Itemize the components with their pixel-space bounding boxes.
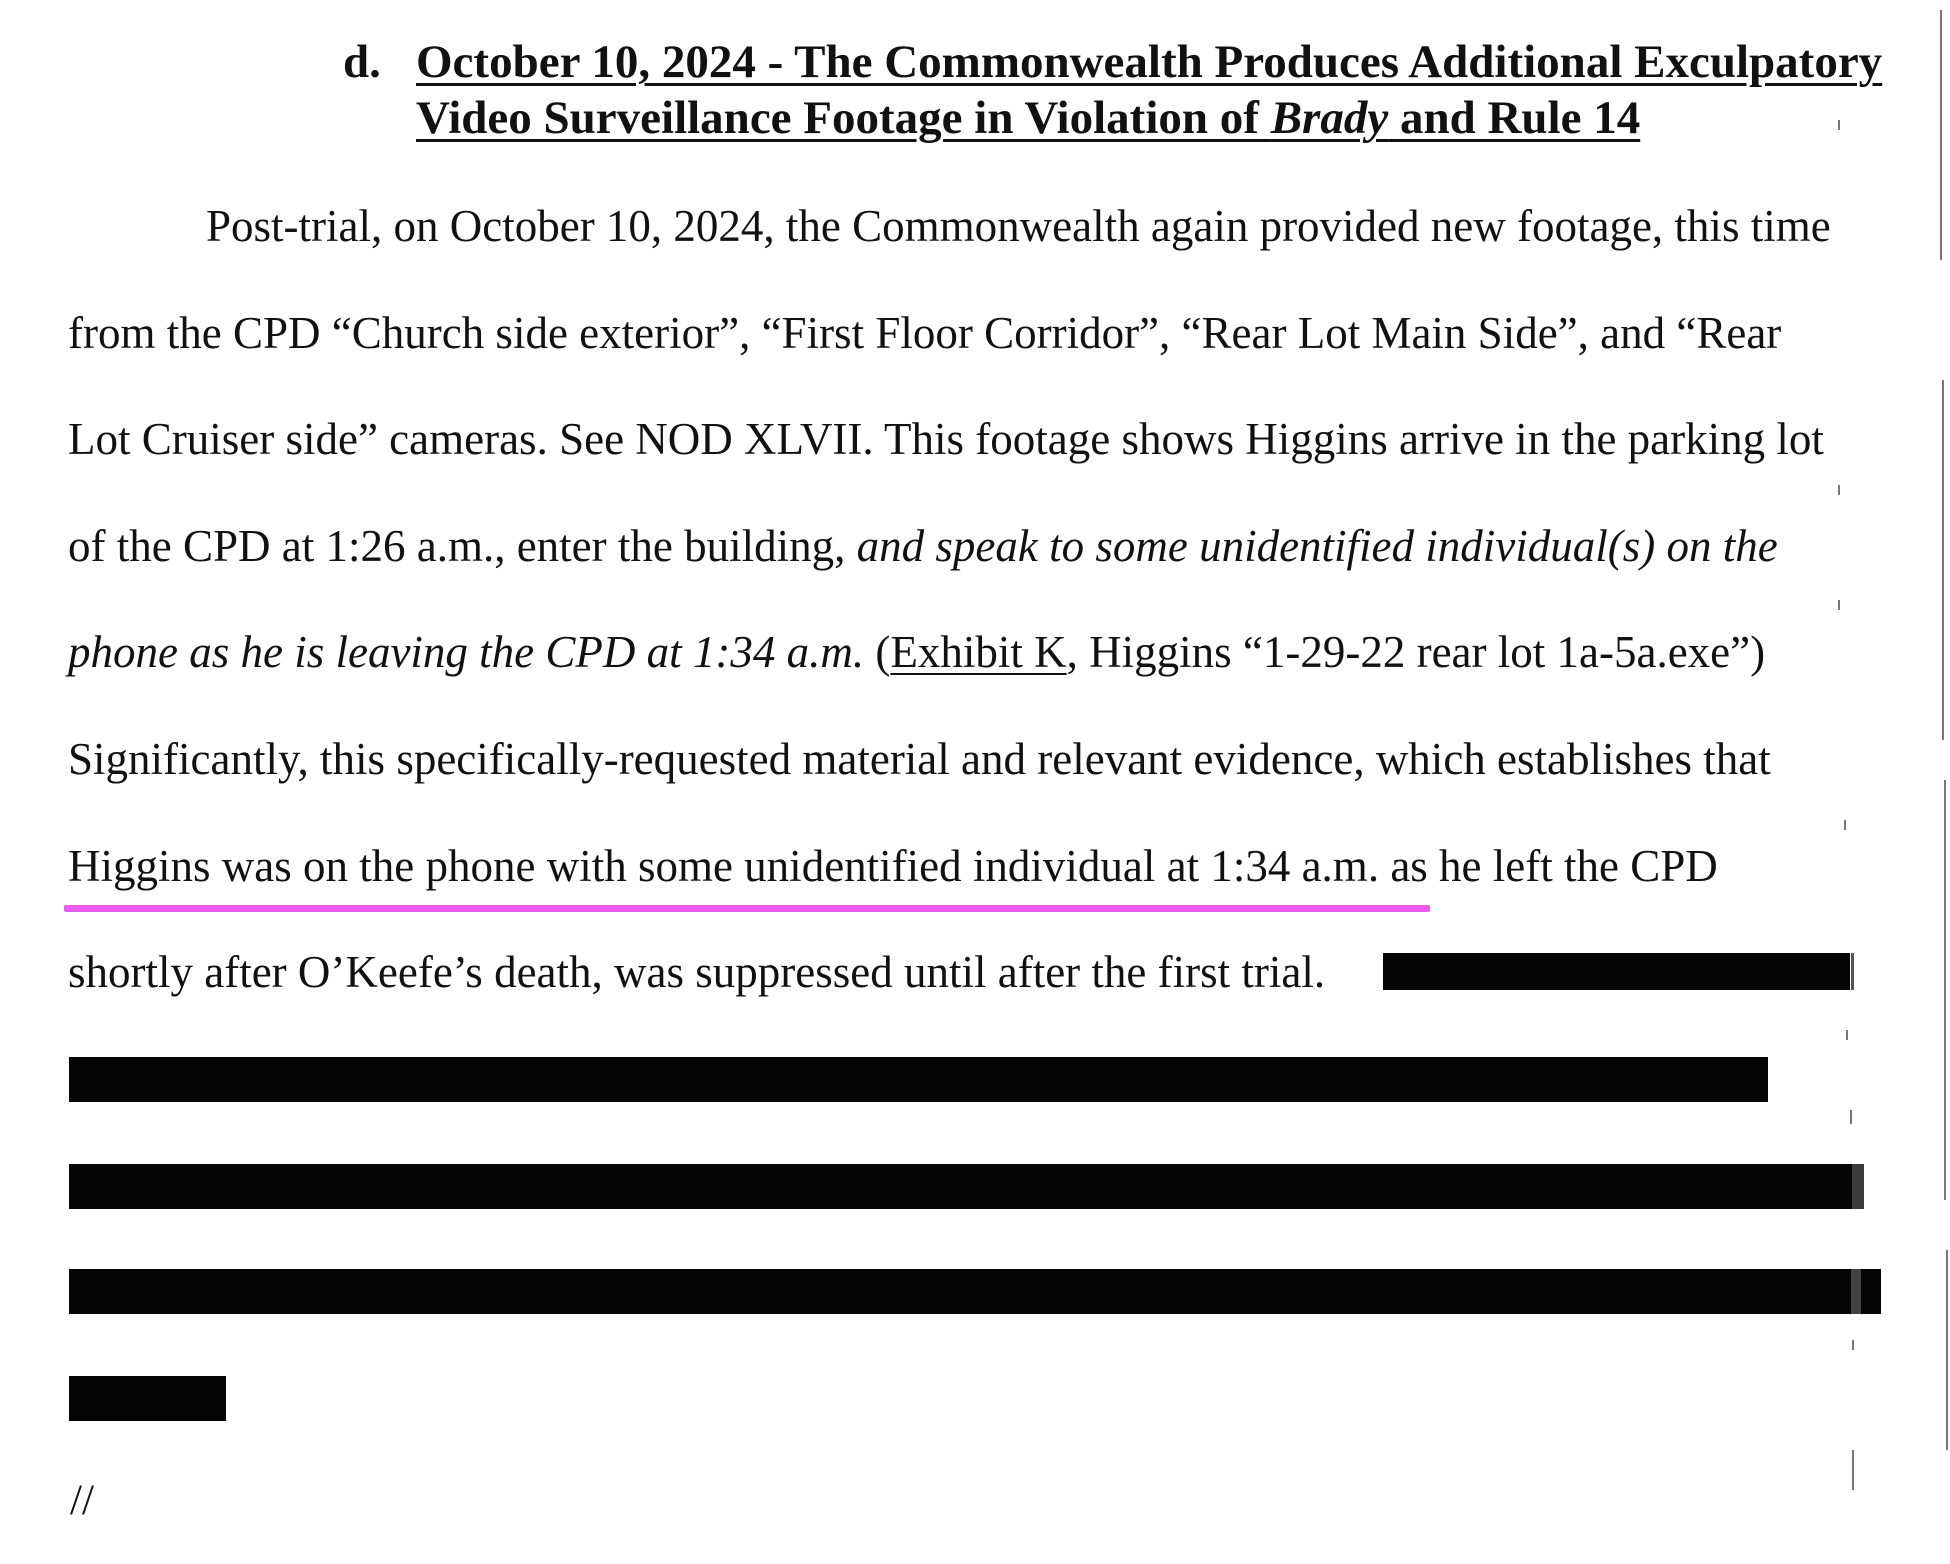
redaction-edge	[1851, 953, 1854, 990]
scan-speck	[1850, 1110, 1852, 1124]
redaction-bar	[69, 1376, 226, 1421]
scan-margin-line	[1942, 380, 1944, 740]
scan-speck	[1838, 485, 1840, 495]
paragraph-line-4-text: of the CPD at 1:26 a.m., enter the building,	[68, 521, 857, 571]
redaction-bar	[69, 1164, 1860, 1209]
scan-margin-line	[1946, 1250, 1948, 1450]
scan-speck	[1838, 120, 1840, 130]
section-title-line-2-end: and Rule 14	[1388, 92, 1641, 144]
scan-speck	[1844, 820, 1846, 830]
highlight-underline	[64, 905, 1430, 912]
scan-speck	[1838, 600, 1840, 610]
paragraph-line-8: shortly after O’Keefe’s death, was suppressed until after the first trial.	[68, 947, 1326, 997]
redaction-edge	[1852, 1164, 1864, 1209]
redaction-edge	[1851, 1269, 1861, 1314]
paragraph-line-3: Lot Cruiser side” cameras. See NOD XLVII. This footage shows Higgins arrive in the parking lot	[68, 414, 1824, 464]
paragraph-line-4-emphasis: and speak to some unidentified individual(s) on the	[856, 521, 1778, 571]
section-marker: d.	[343, 36, 381, 88]
paragraph-line-4	[68, 520, 1778, 572]
scan-margin-line	[1940, 10, 1942, 260]
redaction-bar	[69, 1269, 1881, 1314]
paragraph-line-7: Higgins was on the phone with some unidentified individual at 1:34 a.m. as he left the CPD	[68, 841, 1718, 891]
paragraph-line-5-text: , Higgins “1-29-22 rear lot 1a-5a.exe”)	[1066, 627, 1766, 677]
footer-mark: //	[70, 1477, 94, 1524]
scan-margin-line	[1944, 780, 1946, 1200]
paragraph-line-5-open-paren: (	[864, 627, 891, 677]
redaction-bar	[1383, 953, 1850, 990]
section-title-line-1: October 10, 2024 - The Commonwealth Produces Additional Exculpatory	[416, 36, 1883, 88]
scan-speck	[1852, 1340, 1854, 1350]
exhibit-reference: Exhibit K	[890, 627, 1067, 677]
scan-speck	[1846, 1030, 1848, 1040]
paragraph-line-6: Significantly, this specifically-requested material and relevant evidence, which establishes that	[68, 734, 1771, 784]
paragraph-line-5	[68, 626, 1765, 678]
paragraph-line-1: Post-trial, on October 10, 2024, the Commonwealth again provided new footage, this time	[206, 201, 1831, 251]
section-title-line-2-start: Video Surveillance Footage in Violation of	[416, 92, 1271, 144]
section-title-case-name: Brady	[1270, 92, 1389, 144]
paragraph-line-5-emphasis: phone as he is leaving the CPD at 1:34 a.m.	[68, 627, 865, 677]
redaction-bar	[69, 1057, 1768, 1102]
paragraph-line-2: from the CPD “Church side exterior”, “First Floor Corridor”, “Rear Lot Main Side”, and “Rear	[68, 308, 1782, 358]
section-title-line-2	[416, 90, 1640, 146]
scan-speck	[1852, 1450, 1854, 1490]
